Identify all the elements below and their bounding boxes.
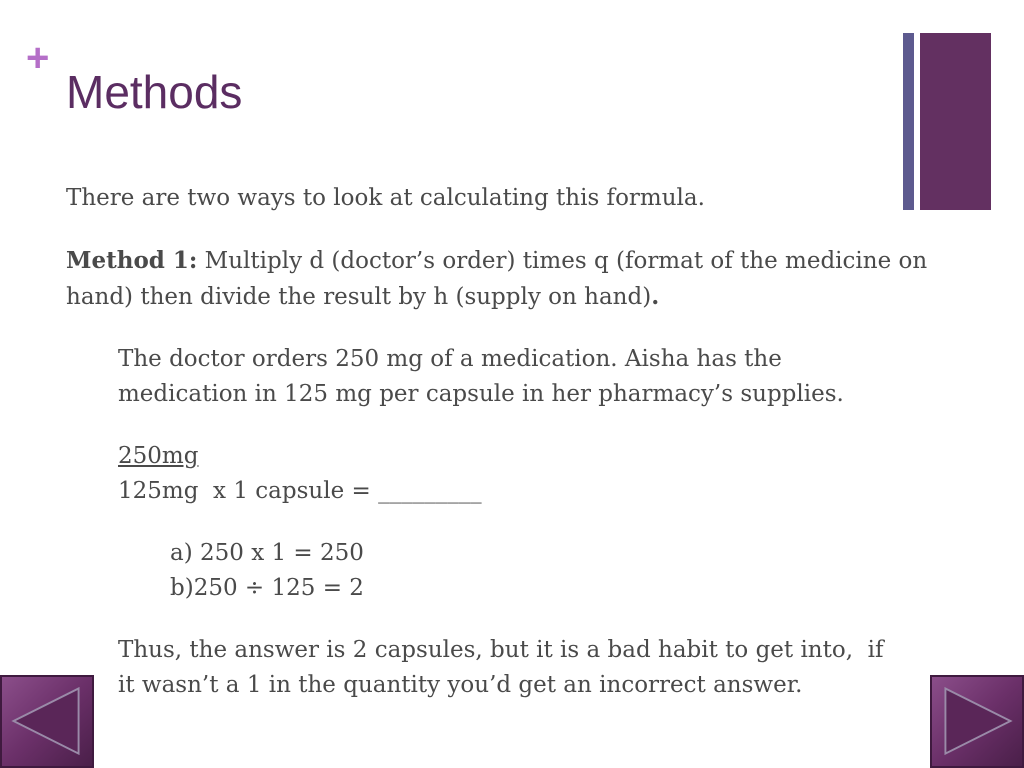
method1-label: Method 1: <box>66 247 198 274</box>
slide-title: Methods <box>66 66 243 118</box>
conclusion-line-1: Thus, the answer is 2 capsules, but it is a bad habit to get into, if <box>118 637 884 663</box>
method1-paragraph <box>66 243 946 315</box>
steps-list <box>170 536 946 606</box>
intro-text: There are two ways to look at calculating this formula. <box>66 185 705 211</box>
method1-text: Multiply d (doctor’s order) times q (format of the medicine on hand) then divide the result by h (supply on hand) <box>66 248 928 310</box>
conclusion-paragraph <box>118 633 946 703</box>
fraction-denominator-line: 125mg x 1 capsule = _________ <box>118 478 482 504</box>
example-line-1: The doctor orders 250 mg of a medication. Aisha has the <box>118 346 782 372</box>
fraction-numerator: 250mg <box>118 443 199 469</box>
method1-period: . <box>651 283 660 310</box>
previous-slide-button[interactable] <box>0 675 94 768</box>
plus-decoration-icon: + <box>26 36 50 80</box>
next-slide-icon <box>932 677 1022 766</box>
next-slide-button[interactable] <box>930 675 1024 768</box>
calculation-block <box>118 439 946 509</box>
step-b: b)250 ÷ 125 = 2 <box>170 575 364 601</box>
example-line-2: medication in 125 mg per capsule in her pharmacy’s supplies. <box>118 381 844 407</box>
step-a: a) 250 x 1 = 250 <box>170 540 364 566</box>
example-paragraph <box>118 342 946 412</box>
conclusion-line-2: it wasn’t a 1 in the quantity you’d get an incorrect answer. <box>118 672 803 698</box>
slide-body <box>66 181 946 703</box>
previous-slide-icon <box>2 677 92 766</box>
